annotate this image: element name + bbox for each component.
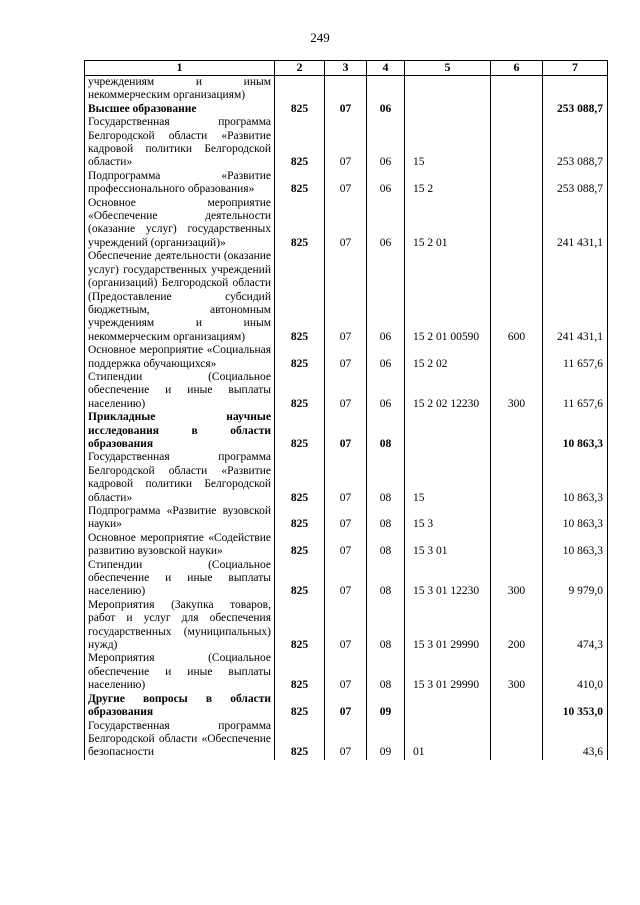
row-code-cell: 825 — [275, 652, 325, 692]
row-target-article-cell: 15 3 01 12230 — [405, 559, 491, 599]
row-expense-type-cell — [491, 170, 543, 197]
row-expense-type-cell — [491, 411, 543, 451]
table-row — [85, 344, 608, 371]
table-header-row — [85, 61, 608, 76]
row-expense-type-cell — [491, 532, 543, 559]
row-code-cell: 825 — [275, 250, 325, 344]
row-expense-type-cell: 300 — [491, 652, 543, 692]
row-name-cell: Подпрограмма «Развитие вузовской науки» — [85, 505, 275, 532]
row-target-article-cell: 15 2 — [405, 170, 491, 197]
row-code-cell: 825 — [275, 371, 325, 411]
row-code-cell: 825 — [275, 197, 325, 251]
row-subsection-cell — [367, 76, 405, 103]
row-amount-cell: 10 863,3 — [543, 532, 608, 559]
row-expense-type-cell — [491, 451, 543, 505]
row-amount-cell: 43,6 — [543, 720, 608, 760]
row-name-cell: Подпрограмма «Развитие профессионального образования» — [85, 170, 275, 197]
row-name-cell: Государственная программа Белгородской области «Развитие кадровой политики Белгородской области» — [85, 451, 275, 505]
row-expense-type-cell — [491, 693, 543, 720]
row-section-cell: 07 — [325, 116, 367, 170]
row-expense-type-cell: 300 — [491, 371, 543, 411]
row-name-cell: Стипендии (Социальное обеспечение и иные выплаты населению) — [85, 371, 275, 411]
row-expense-type-cell — [491, 720, 543, 760]
table-row — [85, 197, 608, 251]
table-row — [85, 250, 608, 344]
column-header: 3 — [325, 61, 367, 76]
table-row — [85, 170, 608, 197]
row-name-cell: учреждениям и иным некоммерческим организациям) — [85, 76, 275, 103]
row-code-cell: 825 — [275, 116, 325, 170]
row-subsection-cell: 08 — [367, 652, 405, 692]
row-code-cell: 825 — [275, 170, 325, 197]
table-row — [85, 371, 608, 411]
table-row — [85, 720, 608, 760]
row-section-cell: 07 — [325, 652, 367, 692]
table-row — [85, 693, 608, 720]
row-subsection-cell: 08 — [367, 532, 405, 559]
row-subsection-cell: 06 — [367, 371, 405, 411]
row-section-cell: 07 — [325, 411, 367, 451]
row-subsection-cell: 08 — [367, 411, 405, 451]
row-section-cell: 07 — [325, 505, 367, 532]
row-target-article-cell: 01 — [405, 720, 491, 760]
budget-table — [84, 60, 608, 760]
row-section-cell: 07 — [325, 103, 367, 116]
row-code-cell: 825 — [275, 505, 325, 532]
table-row — [85, 505, 608, 532]
row-name-cell: Основное мероприятие «Обеспечение деятельности (оказание услуг) государственных учреждений (организаций)» — [85, 197, 275, 251]
row-name-cell: Мероприятия (Закупка товаров, работ и услуг для обеспечения государственных (муниципальных) нужд) — [85, 599, 275, 653]
row-name-cell: Мероприятия (Социальное обеспечение и иные выплаты населению) — [85, 652, 275, 692]
row-target-article-cell — [405, 103, 491, 116]
row-expense-type-cell — [491, 103, 543, 116]
row-section-cell: 07 — [325, 371, 367, 411]
row-expense-type-cell: 600 — [491, 250, 543, 344]
row-target-article-cell: 15 — [405, 116, 491, 170]
row-target-article-cell: 15 3 — [405, 505, 491, 532]
row-target-article-cell: 15 — [405, 451, 491, 505]
row-amount-cell: 10 863,3 — [543, 411, 608, 451]
row-expense-type-cell — [491, 505, 543, 532]
table-row — [85, 76, 608, 103]
row-target-article-cell — [405, 76, 491, 103]
row-code-cell: 825 — [275, 693, 325, 720]
row-amount-cell: 10 863,3 — [543, 451, 608, 505]
row-expense-type-cell — [491, 197, 543, 251]
row-code-cell: 825 — [275, 599, 325, 653]
column-header: 7 — [543, 61, 608, 76]
row-amount-cell: 9 979,0 — [543, 559, 608, 599]
row-section-cell — [325, 76, 367, 103]
row-amount-cell: 10 353,0 — [543, 693, 608, 720]
row-target-article-cell: 15 2 01 00590 — [405, 250, 491, 344]
row-code-cell: 825 — [275, 720, 325, 760]
row-subsection-cell: 06 — [367, 116, 405, 170]
row-subsection-cell: 06 — [367, 197, 405, 251]
row-subsection-cell: 06 — [367, 103, 405, 116]
row-code-cell: 825 — [275, 344, 325, 371]
column-header: 6 — [491, 61, 543, 76]
row-target-article-cell: 15 3 01 29990 — [405, 652, 491, 692]
row-amount-cell: 474,3 — [543, 599, 608, 653]
row-target-article-cell: 15 2 02 — [405, 344, 491, 371]
row-expense-type-cell: 300 — [491, 559, 543, 599]
row-subsection-cell: 09 — [367, 693, 405, 720]
row-subsection-cell: 08 — [367, 599, 405, 653]
row-subsection-cell: 06 — [367, 344, 405, 371]
row-amount-cell: 10 863,3 — [543, 505, 608, 532]
table-row — [85, 559, 608, 599]
row-target-article-cell — [405, 411, 491, 451]
row-name-cell: Другие вопросы в области образования — [85, 693, 275, 720]
row-amount-cell: 253 088,7 — [543, 116, 608, 170]
column-header: 4 — [367, 61, 405, 76]
row-name-cell: Государственная программа Белгородской области «Обеспечение безопасности — [85, 720, 275, 760]
row-amount-cell: 253 088,7 — [543, 103, 608, 116]
row-amount-cell: 11 657,6 — [543, 371, 608, 411]
row-target-article-cell: 15 2 01 — [405, 197, 491, 251]
row-section-cell: 07 — [325, 344, 367, 371]
row-subsection-cell: 08 — [367, 559, 405, 599]
row-subsection-cell: 08 — [367, 505, 405, 532]
table-row — [85, 532, 608, 559]
row-code-cell: 825 — [275, 411, 325, 451]
row-section-cell: 07 — [325, 197, 367, 251]
table-row — [85, 451, 608, 505]
column-header: 1 — [85, 61, 275, 76]
row-amount-cell: 410,0 — [543, 652, 608, 692]
row-amount-cell: 11 657,6 — [543, 344, 608, 371]
row-subsection-cell: 09 — [367, 720, 405, 760]
row-target-article-cell: 15 2 02 12230 — [405, 371, 491, 411]
row-subsection-cell: 06 — [367, 170, 405, 197]
row-expense-type-cell — [491, 76, 543, 103]
row-name-cell: Высшее образование — [85, 103, 275, 116]
row-target-article-cell — [405, 693, 491, 720]
table-row — [85, 103, 608, 116]
row-section-cell: 07 — [325, 451, 367, 505]
row-code-cell: 825 — [275, 451, 325, 505]
table-row — [85, 599, 608, 653]
row-expense-type-cell — [491, 116, 543, 170]
row-name-cell: Государственная программа Белгородской области «Развитие кадровой политики Белгородской области» — [85, 116, 275, 170]
row-amount-cell — [543, 76, 608, 103]
column-header: 2 — [275, 61, 325, 76]
row-name-cell: Стипендии (Социальное обеспечение и иные выплаты населению) — [85, 559, 275, 599]
column-header: 5 — [405, 61, 491, 76]
table-row — [85, 116, 608, 170]
row-section-cell: 07 — [325, 559, 367, 599]
row-expense-type-cell — [491, 344, 543, 371]
table-row — [85, 411, 608, 451]
page-number: 249 — [310, 30, 330, 45]
row-code-cell: 825 — [275, 532, 325, 559]
row-name-cell: Обеспечение деятельности (оказание услуг) государственных учреждений (организаций) Белгородской области (Предоставление субсидий бюджетным, автономным учреждениям и иным некоммерческим организациям) — [85, 250, 275, 344]
row-target-article-cell: 15 3 01 29990 — [405, 599, 491, 653]
row-section-cell: 07 — [325, 250, 367, 344]
row-amount-cell: 241 431,1 — [543, 250, 608, 344]
table-body — [85, 76, 608, 760]
row-amount-cell: 253 088,7 — [543, 170, 608, 197]
row-name-cell: Прикладные научные исследования в области образования — [85, 411, 275, 451]
row-section-cell: 07 — [325, 693, 367, 720]
row-code-cell — [275, 76, 325, 103]
row-subsection-cell: 08 — [367, 451, 405, 505]
row-section-cell: 07 — [325, 170, 367, 197]
row-code-cell: 825 — [275, 103, 325, 116]
row-target-article-cell: 15 3 01 — [405, 532, 491, 559]
row-expense-type-cell: 200 — [491, 599, 543, 653]
table-row — [85, 652, 608, 692]
row-section-cell: 07 — [325, 599, 367, 653]
row-section-cell: 07 — [325, 532, 367, 559]
row-name-cell: Основное мероприятие «Содействие развитию вузовской науки» — [85, 532, 275, 559]
row-section-cell: 07 — [325, 720, 367, 760]
row-subsection-cell: 06 — [367, 250, 405, 344]
row-amount-cell: 241 431,1 — [543, 197, 608, 251]
row-name-cell: Основное мероприятие «Социальная поддержка обучающихся» — [85, 344, 275, 371]
row-code-cell: 825 — [275, 559, 325, 599]
